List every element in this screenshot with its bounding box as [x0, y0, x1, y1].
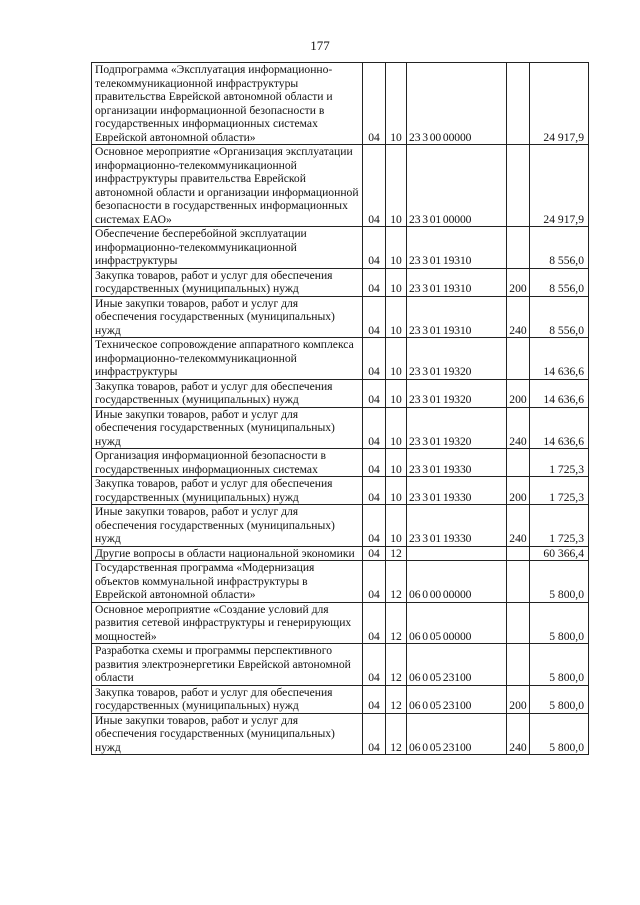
row-amount: 8 556,0 [530, 268, 589, 296]
row-target-article: 23 3 01 19310 [407, 227, 507, 269]
row-target-article: 23 3 00 00000 [407, 63, 507, 145]
row-name: Основное мероприятие «Организация эксплуатации информационно-телекоммуникационной инфраструктуры правительства Еврейской автономной области и организации информационной безопасности в государственных информационных системах ЕАО» [92, 145, 363, 227]
table-row [92, 227, 589, 269]
row-subsection: 10 [386, 145, 407, 227]
table-row [92, 713, 589, 755]
row-section: 04 [363, 713, 386, 755]
row-section: 04 [363, 63, 386, 145]
row-subsection: 10 [386, 338, 407, 380]
table-row [92, 546, 589, 561]
row-section: 04 [363, 546, 386, 561]
row-target-article: 06 0 05 23100 [407, 685, 507, 713]
row-expense-type: 240 [507, 505, 530, 547]
row-amount: 5 800,0 [530, 602, 589, 644]
row-expense-type: 240 [507, 296, 530, 338]
row-name: Закупка товаров, работ и услуг для обеспечения государственных (муниципальных) нужд [92, 268, 363, 296]
row-amount: 1 725,3 [530, 505, 589, 547]
row-name: Государственная программа «Модернизация объектов коммунальной инфраструктуры в Еврейской автономной области» [92, 561, 363, 603]
row-subsection: 12 [386, 602, 407, 644]
row-target-article: 06 0 00 00000 [407, 561, 507, 603]
row-target-article: 23 3 01 19310 [407, 296, 507, 338]
row-subsection: 12 [386, 713, 407, 755]
row-target-article [407, 546, 507, 561]
row-subsection: 10 [386, 379, 407, 407]
row-expense-type [507, 63, 530, 145]
row-subsection: 12 [386, 546, 407, 561]
row-name: Обеспечение бесперебойной эксплуатации информационно-телекоммуникационной инфраструктуры [92, 227, 363, 269]
row-amount: 14 636,6 [530, 338, 589, 380]
row-target-article: 06 0 05 23100 [407, 713, 507, 755]
row-name: Подпрограмма «Эксплуатация информационно-телекоммуникационной инфраструктуры правительства Еврейской автономной области и организации информационной безопасности в государственных информационных системах Еврейской автономной области» [92, 63, 363, 145]
row-amount: 5 800,0 [530, 561, 589, 603]
row-expense-type [507, 145, 530, 227]
row-target-article: 23 3 01 19330 [407, 477, 507, 505]
row-section: 04 [363, 449, 386, 477]
row-subsection: 10 [386, 63, 407, 145]
row-section: 04 [363, 505, 386, 547]
row-amount: 60 366,4 [530, 546, 589, 561]
row-target-article: 23 3 01 19330 [407, 505, 507, 547]
row-amount: 24 917,9 [530, 145, 589, 227]
row-subsection: 10 [386, 268, 407, 296]
row-subsection: 10 [386, 505, 407, 547]
row-expense-type [507, 338, 530, 380]
row-target-article: 23 3 01 19320 [407, 338, 507, 380]
row-amount: 1 725,3 [530, 477, 589, 505]
row-amount: 14 636,6 [530, 407, 589, 449]
table-row [92, 296, 589, 338]
row-section: 04 [363, 685, 386, 713]
row-section: 04 [363, 227, 386, 269]
row-subsection: 10 [386, 407, 407, 449]
table-row [92, 685, 589, 713]
row-subsection: 12 [386, 644, 407, 686]
row-amount: 14 636,6 [530, 379, 589, 407]
row-subsection: 10 [386, 477, 407, 505]
table-row [92, 63, 589, 145]
row-name: Закупка товаров, работ и услуг для обеспечения государственных (муниципальных) нужд [92, 477, 363, 505]
budget-table [91, 62, 589, 755]
row-amount: 5 800,0 [530, 713, 589, 755]
table-row [92, 145, 589, 227]
row-expense-type: 200 [507, 268, 530, 296]
table-body [92, 63, 589, 755]
row-section: 04 [363, 477, 386, 505]
row-expense-type: 200 [507, 477, 530, 505]
table-row [92, 644, 589, 686]
row-subsection: 10 [386, 227, 407, 269]
row-amount: 8 556,0 [530, 296, 589, 338]
table-row [92, 505, 589, 547]
row-name: Основное мероприятие «Создание условий для развития сетевой инфраструктуры и генерирующих мощностей» [92, 602, 363, 644]
row-expense-type [507, 449, 530, 477]
row-target-article: 23 3 01 19320 [407, 379, 507, 407]
row-name: Иные закупки товаров, работ и услуг для обеспечения государственных (муниципальных) нужд [92, 713, 363, 755]
row-section: 04 [363, 338, 386, 380]
row-name: Другие вопросы в области национальной экономики [92, 546, 363, 561]
row-target-article: 23 3 01 00000 [407, 145, 507, 227]
row-section: 04 [363, 296, 386, 338]
row-expense-type [507, 602, 530, 644]
table-row [92, 379, 589, 407]
row-section: 04 [363, 561, 386, 603]
row-name: Техническое сопровождение аппаратного комплекса информационно-телекоммуникационной инфраструктуры [92, 338, 363, 380]
row-name: Иные закупки товаров, работ и услуг для обеспечения государственных (муниципальных) нужд [92, 505, 363, 547]
row-subsection: 12 [386, 561, 407, 603]
table-row [92, 338, 589, 380]
row-expense-type [507, 227, 530, 269]
row-target-article: 23 3 01 19320 [407, 407, 507, 449]
row-section: 04 [363, 602, 386, 644]
table-row [92, 449, 589, 477]
table-row [92, 477, 589, 505]
row-name: Закупка товаров, работ и услуг для обеспечения государственных (муниципальных) нужд [92, 379, 363, 407]
table-row [92, 561, 589, 603]
row-expense-type [507, 561, 530, 603]
row-subsection: 12 [386, 685, 407, 713]
row-amount: 5 800,0 [530, 644, 589, 686]
row-name: Разработка схемы и программы перспективного развития электроэнергетики Еврейской автономной области [92, 644, 363, 686]
row-section: 04 [363, 145, 386, 227]
table-row [92, 268, 589, 296]
row-amount: 8 556,0 [530, 227, 589, 269]
row-expense-type: 200 [507, 379, 530, 407]
row-target-article: 06 0 05 00000 [407, 602, 507, 644]
row-expense-type [507, 546, 530, 561]
row-name: Организация информационной безопасности в государственных информационных системах [92, 449, 363, 477]
row-name: Иные закупки товаров, работ и услуг для обеспечения государственных (муниципальных) нужд [92, 296, 363, 338]
row-target-article: 06 0 05 23100 [407, 644, 507, 686]
row-section: 04 [363, 644, 386, 686]
row-section: 04 [363, 268, 386, 296]
row-amount: 24 917,9 [530, 63, 589, 145]
row-amount: 5 800,0 [530, 685, 589, 713]
row-subsection: 10 [386, 449, 407, 477]
row-section: 04 [363, 379, 386, 407]
row-expense-type: 240 [507, 407, 530, 449]
row-target-article: 23 3 01 19310 [407, 268, 507, 296]
row-expense-type: 200 [507, 685, 530, 713]
row-name: Иные закупки товаров, работ и услуг для обеспечения государственных (муниципальных) нужд [92, 407, 363, 449]
table-row [92, 407, 589, 449]
row-section: 04 [363, 407, 386, 449]
row-expense-type [507, 644, 530, 686]
page-number: 177 [310, 38, 330, 53]
table-row [92, 602, 589, 644]
row-subsection: 10 [386, 296, 407, 338]
row-expense-type: 240 [507, 713, 530, 755]
row-amount: 1 725,3 [530, 449, 589, 477]
row-target-article: 23 3 01 19330 [407, 449, 507, 477]
row-name: Закупка товаров, работ и услуг для обеспечения государственных (муниципальных) нужд [92, 685, 363, 713]
